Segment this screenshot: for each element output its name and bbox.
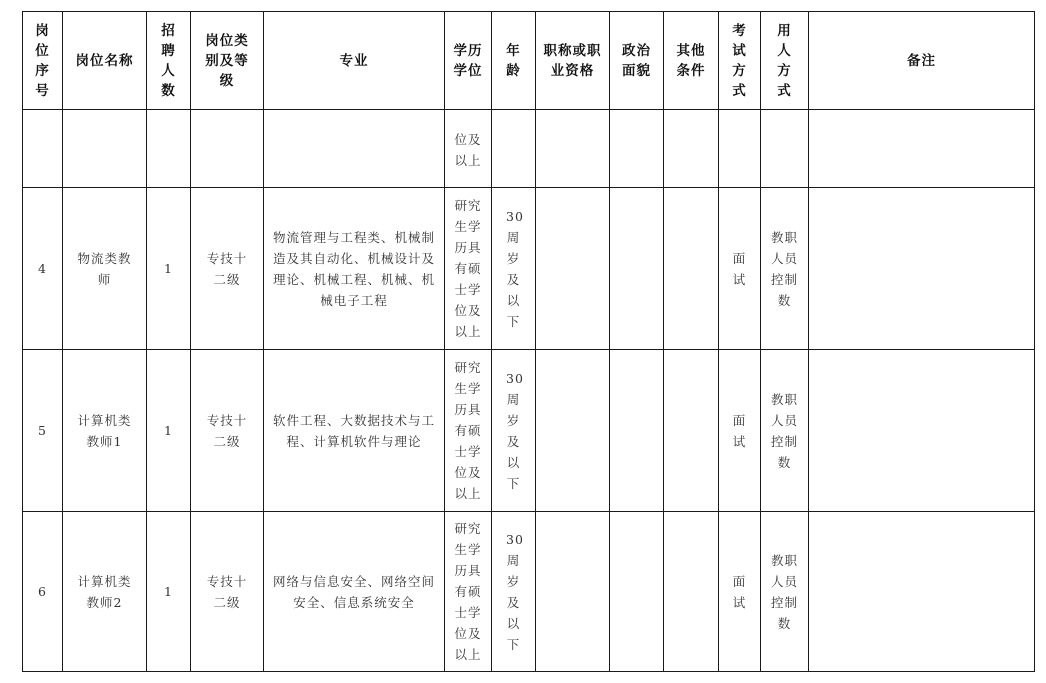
cell-title bbox=[536, 188, 610, 350]
cell-notes bbox=[809, 350, 1035, 512]
cell-title bbox=[536, 512, 610, 672]
cell-political bbox=[610, 110, 664, 188]
cell-education: 研究生学历具有硕士学位及以上 bbox=[445, 350, 492, 512]
cell-title bbox=[536, 110, 610, 188]
header-name: 岗位名称 bbox=[63, 12, 147, 110]
cell-notes bbox=[809, 188, 1035, 350]
table-row bbox=[23, 188, 1035, 350]
cell-name bbox=[63, 110, 147, 188]
header-count: 招聘人数 bbox=[147, 12, 191, 110]
cell-age: 30周岁及以下 bbox=[492, 188, 536, 350]
cell-employment: 教职人员控制数 bbox=[761, 512, 809, 672]
cell-count bbox=[147, 110, 191, 188]
cell-count: 1 bbox=[147, 188, 191, 350]
cell-other bbox=[664, 350, 719, 512]
cell-category: 专技十二级 bbox=[191, 350, 264, 512]
header-category: 岗位类别及等级 bbox=[191, 12, 264, 110]
table-row-continuation bbox=[23, 110, 1035, 188]
cell-employment: 教职人员控制数 bbox=[761, 350, 809, 512]
cell-exam: 面试 bbox=[719, 350, 761, 512]
cell-age: 30周岁及以下 bbox=[492, 350, 536, 512]
header-title: 职称或职业资格 bbox=[536, 12, 610, 110]
header-notes: 备注 bbox=[809, 12, 1035, 110]
cell-seq: 6 bbox=[23, 512, 63, 672]
cell-category: 专技十二级 bbox=[191, 512, 264, 672]
cell-age: 30周岁及以下 bbox=[492, 512, 536, 672]
cell-education: 研究生学历具有硕士学位及以上 bbox=[445, 188, 492, 350]
cell-major: 物流管理与工程类、机械制造及其自动化、机械设计及理论、机械工程、机械、机械电子工程 bbox=[264, 188, 445, 350]
cell-political bbox=[610, 350, 664, 512]
header-other: 其他条件 bbox=[664, 12, 719, 110]
cell-seq bbox=[23, 110, 63, 188]
cell-notes bbox=[809, 110, 1035, 188]
cell-other bbox=[664, 512, 719, 672]
header-political: 政治面貌 bbox=[610, 12, 664, 110]
table-row bbox=[23, 350, 1035, 512]
header-education: 学历学位 bbox=[445, 12, 492, 110]
cell-other bbox=[664, 188, 719, 350]
header-row bbox=[23, 12, 1035, 110]
header-seq: 岗位序号 bbox=[23, 12, 63, 110]
header-age: 年龄 bbox=[492, 12, 536, 110]
cell-political bbox=[610, 188, 664, 350]
cell-name: 计算机类教师2 bbox=[63, 512, 147, 672]
cell-seq: 4 bbox=[23, 188, 63, 350]
header-exam: 考试方式 bbox=[719, 12, 761, 110]
cell-exam: 面试 bbox=[719, 512, 761, 672]
cell-name: 计算机类教师1 bbox=[63, 350, 147, 512]
cell-employment bbox=[761, 110, 809, 188]
cell-other bbox=[664, 110, 719, 188]
cell-major: 网络与信息安全、网络空间安全、信息系统安全 bbox=[264, 512, 445, 672]
cell-major: 软件工程、大数据技术与工程、计算机软件与理论 bbox=[264, 350, 445, 512]
cell-education: 位及以上 bbox=[445, 110, 492, 188]
cell-category: 专技十二级 bbox=[191, 188, 264, 350]
header-major: 专业 bbox=[264, 12, 445, 110]
cell-category bbox=[191, 110, 264, 188]
cell-education: 研究生学历具有硕士学位及以上 bbox=[445, 512, 492, 672]
cell-employment: 教职人员控制数 bbox=[761, 188, 809, 350]
cell-count: 1 bbox=[147, 512, 191, 672]
cell-seq: 5 bbox=[23, 350, 63, 512]
cell-count: 1 bbox=[147, 350, 191, 512]
cell-political bbox=[610, 512, 664, 672]
cell-name: 物流类教师 bbox=[63, 188, 147, 350]
job-table bbox=[22, 11, 1035, 672]
cell-title bbox=[536, 350, 610, 512]
cell-major bbox=[264, 110, 445, 188]
cell-exam: 面试 bbox=[719, 188, 761, 350]
cell-notes bbox=[809, 512, 1035, 672]
cell-age bbox=[492, 110, 536, 188]
cell-exam bbox=[719, 110, 761, 188]
header-employment: 用人方式 bbox=[761, 12, 809, 110]
table-row bbox=[23, 512, 1035, 672]
